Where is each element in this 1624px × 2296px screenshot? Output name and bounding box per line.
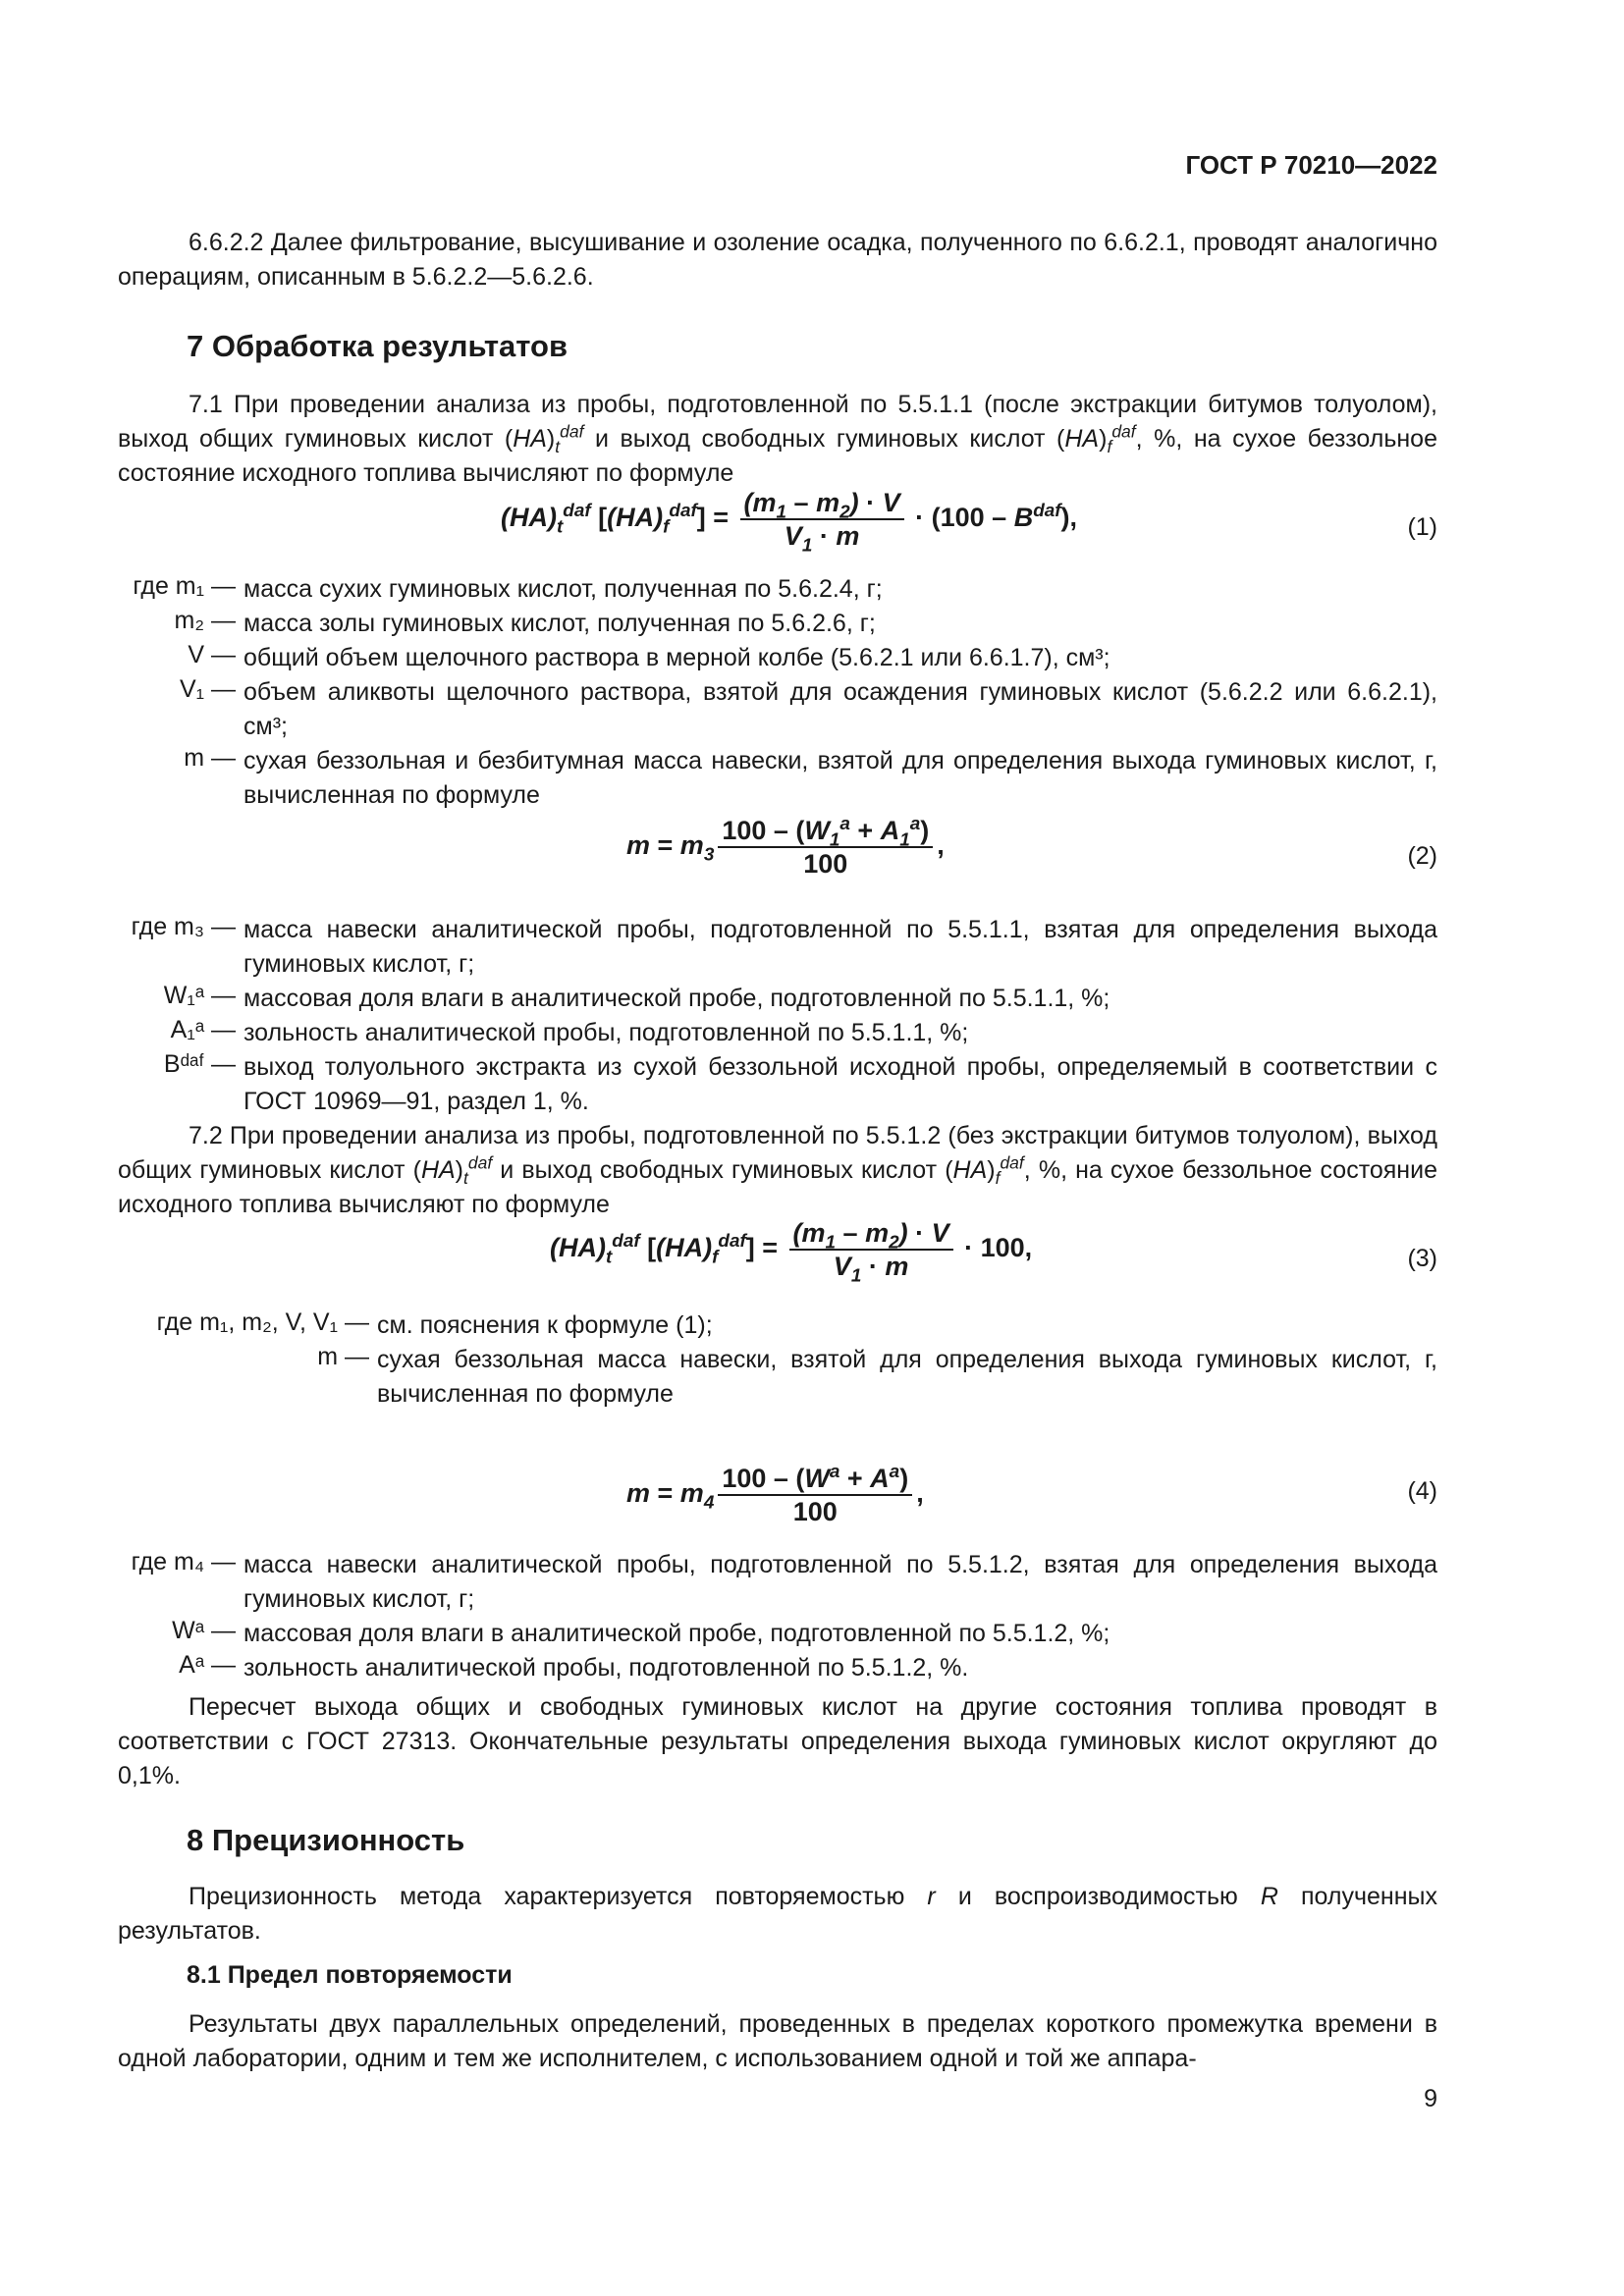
section-8-1-title: 8.1 Предел повторяемости — [187, 1961, 513, 1989]
def2-text-2: массовая доля влаги в аналитической пробе, подготовленной по 5.5.1.1, %; — [244, 985, 1110, 1012]
def3-text-1: см. пояснения к формуле (1); — [377, 1311, 713, 1339]
def2-symbol-1: где m₃ — — [131, 913, 236, 940]
paragraph-6-6-2-2: 6.6.2.2 Далее фильтрование, высушивание и озоление осадка, полученного по 6.6.2.1, проводят аналогично операциям, описанным в 5.6.2.2—5.6.2.6. — [118, 229, 1437, 291]
p71-text-b: и выход свободных гуминовых кислот — [583, 425, 1057, 453]
p71-total-symbol: $(HA)_t^{daf}$ — [504, 421, 584, 456]
def1-text-1: масса сухих гуминовых кислот, полученная по 5.6.2.4, г; — [244, 575, 883, 603]
precision-text-b: и воспроизводимостью — [935, 1883, 1261, 1910]
formula-4: $m = m_4$ $\frac{100 - (W^a + A^a)}{100}$ , — [626, 1462, 924, 1526]
precision-text-c: полученных результатов. — [118, 1883, 1437, 1945]
def2-text-4: выход толуольного экстракта из сухой беззольной исходной пробы, определяемый в соответствии с ГОСТ 10969—91, раздел 1, %. — [244, 1053, 1437, 1115]
def1-symbol-1: где m₁ — — [133, 572, 236, 600]
paragraph-7-2 — [118, 1119, 1437, 1222]
p71-text-c: , %, на сухое беззольное состояние исходного топлива вычисляют по формуле — [118, 425, 1437, 487]
section-8-title: 8 Прецизионность — [187, 1823, 465, 1857]
def1-symbol-5: m — — [184, 744, 236, 772]
p72-free-symbol: $(HA)_f^{daf}$ — [945, 1152, 1024, 1188]
formula-1: $(HA)_t^{daf}$ $[(HA)_f^{daf}]$ = $\frac{(m_1 - m_2) \cdot V}{V_1 \cdot m}$ · $(100 - B^{daf})$, — [501, 488, 1078, 557]
def1-text-2: масса золы гуминовых кислот, полученная по 5.6.2.6, г; — [244, 610, 876, 637]
formula-3: $(HA)_t^{daf}$ $[(HA)_f^{daf}]$ = $\frac{(m_1 - m_2) \cdot V}{V_1 \cdot m}$ · 100, — [550, 1218, 1033, 1287]
def1-symbol-4: V₁ — — [179, 675, 236, 703]
def2-text-1: масса навески аналитической пробы, подготовленной по 5.5.1.1, взятая для определения выхода гуминовых кислот, г; — [244, 916, 1437, 978]
def4-text-2: массовая доля влаги в аналитической пробе, подготовленной по 5.5.1.2, %; — [244, 1620, 1110, 1647]
def2-symbol-3: A₁ᵃ — — [170, 1016, 236, 1043]
equation-number-4: (4) — [1407, 1477, 1437, 1505]
def3-symbol-1: где m₁, m₂, V, V₁ — — [156, 1308, 369, 1336]
def1-symbol-3: V — — [188, 641, 236, 668]
def4-text-3: зольность аналитической пробы, подготовленной по 5.5.1.2, %. — [244, 1654, 969, 1682]
def1-text-3: общий объем щелочного раствора в мерной колбе (5.6.2.1 или 6.6.1.7), см³; — [244, 644, 1110, 671]
def4-symbol-3: Aᵃ — — [179, 1651, 236, 1679]
equation-number-3: (3) — [1407, 1245, 1437, 1272]
document-code: ГОСТ Р 70210—2022 — [1185, 150, 1437, 180]
paragraph-8-1: Результаты двух параллельных определений, проведенных в пределах короткого промежутка времени в одной лаборатории, одним и тем же исполнителем, с использованием одной и той же аппара- — [118, 2010, 1437, 2072]
def3-symbol-2: m — — [317, 1343, 369, 1370]
precision-text-a: Прецизионность метода характеризуется повторяемостью — [189, 1883, 928, 1910]
def2-text-3: зольность аналитической пробы, подготовленной по 5.5.1.1, %; — [244, 1019, 969, 1046]
def2-symbol-2: W₁ᵃ — — [163, 982, 236, 1009]
p72-text-a: 7.2 При проведении анализа из пробы, подготовленной по 5.5.1.2 (без экстракции битумов толуолом), выход общих гуминовых кислот — [118, 1122, 1437, 1184]
def1-symbol-2: m₂ — — [174, 607, 236, 634]
paragraph-7-1 — [118, 388, 1437, 491]
p72-total-symbol: $(HA)_t^{daf}$ — [412, 1152, 493, 1188]
p71-free-symbol: $(HA)_f^{daf}$ — [1056, 421, 1136, 456]
def4-text-1: масса навески аналитической пробы, подготовленной по 5.5.1.2, взятая для определения выхода гуминовых кислот, г; — [244, 1551, 1437, 1613]
reproducibility-symbol: R — [1260, 1883, 1278, 1910]
paragraph-recalculation: Пересчет выхода общих и свободных гуминовых кислот на другие состояния топлива проводят в соответствии с ГОСТ 27313. Окончательные результаты определения выхода гуминовых кислот округляют до 0,1%. — [118, 1693, 1437, 1789]
def3-text-2: сухая беззольная масса навески, взятой для определения выхода гуминовых кислот, г, вычисленная по формуле — [377, 1346, 1437, 1408]
def2-symbol-4: Bᵈᵃᶠ — — [163, 1050, 236, 1078]
repeatability-symbol: r — [927, 1883, 936, 1910]
def1-text-4: объем аликвоты щелочного раствора, взятой для осаждения гуминовых кислот (5.6.2.2 или 6.6.2.1), см³; — [244, 678, 1437, 740]
def4-symbol-2: Wᵃ — — [172, 1617, 236, 1644]
formula-2: $m = m_3$ $\frac{100 - (W_1^a + A_1^a)}{100}$ , — [626, 814, 945, 879]
equation-number-2: (2) — [1407, 842, 1437, 870]
p71-text-a: 7.1 При проведении анализа из пробы, подготовленной по 5.5.1.1 (после экстракции битумов толуолом), выход общих гуминовых кислот — [118, 391, 1437, 453]
p72-text-c: , %, на сухое беззольное состояние исходного топлива вычисляют по формуле — [118, 1156, 1437, 1218]
def1-text-5: сухая беззольная и безбитумная масса навески, взятой для определения выхода гуминовых кислот, г, вычисленная по формуле — [244, 747, 1437, 809]
section-7-title: 7 Обработка результатов — [187, 329, 568, 363]
p72-text-b: и выход свободных гуминовых кислот — [492, 1156, 946, 1184]
equation-number-1: (1) — [1407, 513, 1437, 541]
page-number: 9 — [1424, 2085, 1437, 2112]
paragraph-precision — [118, 1880, 1437, 1949]
def4-symbol-1: где m₄ — — [131, 1548, 236, 1575]
